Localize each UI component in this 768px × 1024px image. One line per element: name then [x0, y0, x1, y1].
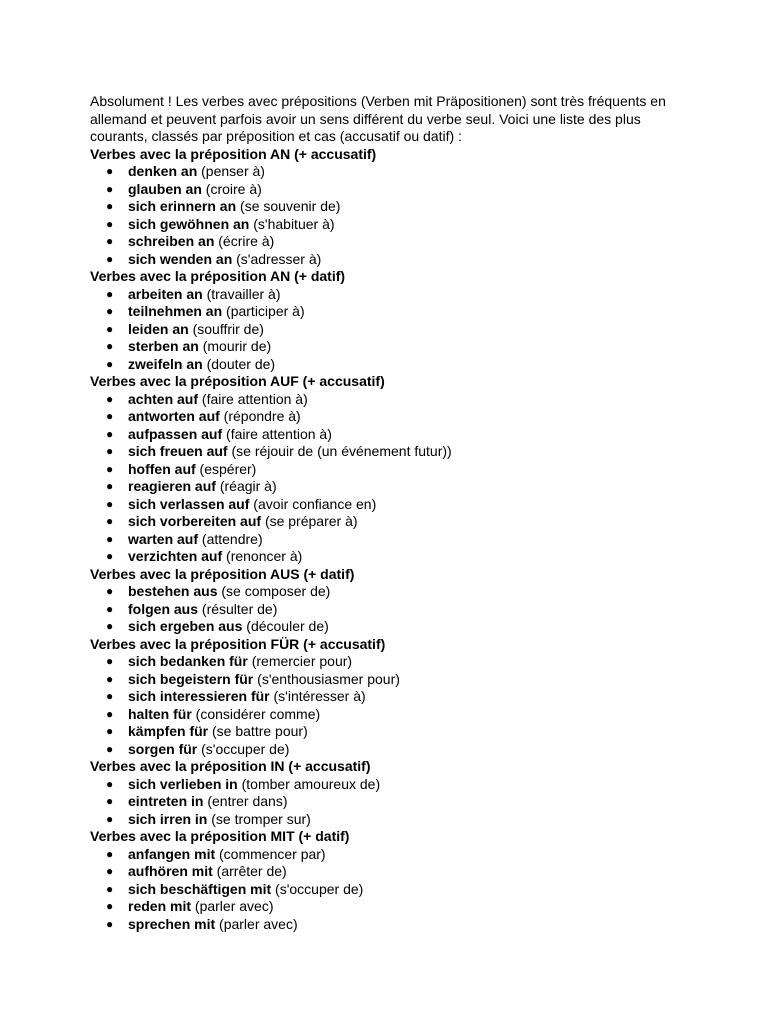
verb-list-item: [90, 723, 690, 741]
verb-term: leiden an: [128, 320, 189, 337]
verb-meaning: (arrêter de): [216, 863, 287, 879]
verb-list-item: [90, 706, 690, 724]
verb-meaning: (résulter de): [201, 600, 278, 617]
verb-list-item: [90, 461, 690, 479]
verb-meaning: (se souvenir de): [240, 198, 341, 214]
verb-term: aufpassen auf: [128, 425, 223, 442]
verb-list-item: [90, 356, 690, 374]
bullet-icon: ●: [106, 706, 114, 721]
verb-meaning: (participer à): [226, 303, 305, 319]
verb-meaning: (s'occuper de): [201, 740, 290, 757]
verb-term: sich verlieben in: [128, 775, 238, 792]
bullet-icon: ●: [106, 741, 114, 756]
verb-meaning: (espérer): [199, 460, 257, 477]
verb-meaning: (faire attention à): [201, 390, 308, 407]
verb-term: sich freuen auf: [128, 443, 228, 459]
verb-term: bestehen aus: [128, 583, 218, 599]
bullet-icon: ●: [106, 776, 114, 791]
section-heading: Verbes avec la préposition AUS (+ datif): [90, 565, 355, 582]
verb-list-item: [90, 478, 690, 496]
verb-meaning: (considérer comme): [195, 705, 321, 722]
bullet-icon: ●: [106, 689, 114, 703]
verb-list-item: [90, 653, 690, 671]
verb-meaning: (avoir confiance en): [253, 495, 377, 512]
verb-term: sprechen mit: [128, 915, 216, 932]
verb-term: antworten auf: [128, 408, 220, 424]
verb-term: zweifeln an: [128, 355, 203, 372]
verb-term: reden mit: [128, 898, 192, 914]
verb-term: glauben an: [128, 180, 202, 197]
verb-term: kämpfen für: [128, 723, 209, 739]
intro-paragraph: Absolument ! Les verbes avec prépositions (Verben mit Präpositionen) sont très fréquents en allemand et peuvent parfois avoir un sens différent du verbe seul. Voici une liste des plus courants, classés par préposition et cas (accusatif ou datif) :: [90, 93, 666, 144]
verb-list-item: [90, 426, 690, 444]
verb-list: [90, 583, 690, 636]
section-heading: Verbes avec la préposition IN (+ accusatif): [90, 758, 371, 774]
preposition-section: [90, 373, 690, 566]
verb-term: denken an: [128, 163, 198, 179]
verb-list-item: [90, 916, 690, 934]
verb-list-item: [90, 391, 690, 409]
bullet-icon: ●: [106, 584, 114, 598]
verb-meaning: (répondre à): [223, 408, 301, 424]
verb-list-item: [90, 321, 690, 339]
bullet-icon: ●: [106, 794, 114, 808]
verb-term: sich irren in: [128, 810, 208, 827]
bullet-icon: ●: [106, 654, 114, 668]
verb-list: [90, 391, 690, 566]
verb-meaning: (entrer dans): [207, 793, 288, 809]
verb-term: teilnehmen an: [128, 303, 223, 319]
verb-list-item: [90, 881, 690, 899]
verb-list-item: [90, 671, 690, 689]
bullet-icon: ●: [106, 811, 114, 826]
sections-container: [90, 146, 690, 934]
verb-meaning: (se battre pour): [212, 723, 308, 739]
verb-list-item: [90, 181, 690, 199]
verb-term: warten auf: [128, 530, 199, 547]
verb-meaning: (penser à): [201, 163, 265, 179]
verb-meaning: (remercier pour): [251, 653, 353, 669]
verb-meaning: (découler de): [246, 618, 329, 634]
verb-term: anfangen mit: [128, 845, 216, 862]
verb-term: sich vorbereiten auf: [128, 513, 262, 529]
verb-term: sich interessieren für: [128, 688, 270, 704]
bullet-icon: ●: [106, 531, 114, 546]
verb-list-item: [90, 688, 690, 706]
verb-meaning: (réagir à): [219, 478, 277, 494]
verb-term: sich gewöhnen an: [128, 215, 250, 232]
verb-list-item: [90, 233, 690, 251]
bullet-icon: ●: [106, 339, 114, 353]
bullet-icon: ●: [106, 496, 114, 511]
verb-list-item: [90, 601, 690, 619]
document-body: [90, 93, 690, 933]
verb-term: sorgen für: [128, 740, 198, 757]
verb-list: [90, 653, 690, 758]
verb-list-item: [90, 846, 690, 864]
verb-term: sich wenden an: [128, 250, 233, 267]
verb-meaning: (mourir de): [202, 338, 272, 354]
bullet-icon: ●: [106, 619, 114, 633]
preposition-section: [90, 566, 690, 636]
verb-term: hoffen auf: [128, 460, 196, 477]
verb-meaning: (souffrir de): [192, 320, 264, 337]
verb-list-item: [90, 443, 690, 461]
verb-list-item: [90, 863, 690, 881]
bullet-icon: ●: [106, 864, 114, 878]
verb-list-item: [90, 163, 690, 181]
verb-term: sterben an: [128, 338, 199, 354]
verb-list: [90, 286, 690, 374]
verb-term: achten auf: [128, 390, 199, 407]
verb-term: sich verlassen auf: [128, 495, 250, 512]
verb-term: sich begeistern für: [128, 670, 254, 687]
verb-list: [90, 163, 690, 268]
verb-meaning: (s'habituer à): [253, 215, 335, 232]
preposition-section: [90, 268, 690, 373]
verb-term: aufhören mit: [128, 863, 213, 879]
verb-meaning: (commencer par): [219, 845, 326, 862]
bullet-icon: ●: [106, 391, 114, 406]
verb-list-item: [90, 286, 690, 304]
verb-meaning: (s'adresser à): [236, 250, 322, 267]
verb-meaning: (se préparer à): [264, 513, 358, 529]
verb-term: folgen aus: [128, 600, 199, 617]
verb-list-item: [90, 338, 690, 356]
bullet-icon: ●: [106, 514, 114, 528]
verb-meaning: (croire à): [205, 180, 262, 197]
bullet-icon: ●: [106, 671, 114, 686]
section-heading: Verbes avec la préposition AUF (+ accusatif): [90, 373, 385, 389]
verb-term: sich ergeben aus: [128, 618, 243, 634]
verb-list-item: [90, 198, 690, 216]
bullet-icon: ●: [106, 251, 114, 266]
verb-list-item: [90, 216, 690, 234]
verb-list-item: [90, 793, 690, 811]
bullet-icon: ●: [106, 304, 114, 318]
verb-list-item: [90, 531, 690, 549]
verb-meaning: (parler avec): [219, 915, 298, 932]
verb-meaning: (renoncer à): [226, 548, 303, 564]
preposition-section: [90, 758, 690, 828]
verb-term: arbeiten an: [128, 285, 203, 302]
verb-list-item: [90, 548, 690, 566]
verb-term: sich erinnern an: [128, 198, 237, 214]
verb-meaning: (se réjouir de (un événement futur)): [231, 443, 452, 459]
verb-term: schreiben an: [128, 233, 215, 249]
verb-meaning: (tomber amoureux de): [241, 775, 381, 792]
section-heading: Verbes avec la préposition AN (+ accusatif): [90, 145, 377, 162]
verb-meaning: (faire attention à): [226, 425, 332, 442]
bullet-icon: ●: [106, 724, 114, 738]
verb-meaning: (douter de): [206, 355, 276, 372]
verb-meaning: (s'occuper de): [275, 880, 364, 897]
verb-meaning: (parler avec): [194, 898, 274, 914]
verb-list-item: [90, 776, 690, 794]
preposition-section: [90, 146, 690, 269]
bullet-icon: ●: [106, 286, 114, 301]
bullet-icon: ●: [106, 234, 114, 248]
verb-list-item: [90, 741, 690, 759]
verb-term: sich bedanken für: [128, 653, 248, 669]
bullet-icon: ●: [106, 181, 114, 196]
bullet-icon: ●: [106, 846, 114, 861]
bullet-icon: ●: [106, 409, 114, 423]
bullet-icon: ●: [106, 549, 114, 563]
bullet-icon: ●: [106, 479, 114, 493]
verb-list-item: [90, 618, 690, 636]
bullet-icon: ●: [106, 426, 114, 441]
bullet-icon: ●: [106, 199, 114, 213]
bullet-icon: ●: [106, 321, 114, 336]
bullet-icon: ●: [106, 216, 114, 231]
verb-meaning: (se composer de): [221, 583, 331, 599]
verb-list-item: [90, 496, 690, 514]
verb-list-item: [90, 303, 690, 321]
verb-list-item: [90, 898, 690, 916]
verb-meaning: (s'enthousiasmer pour): [257, 670, 400, 687]
bullet-icon: ●: [106, 601, 114, 616]
verb-meaning: (attendre): [201, 530, 263, 547]
verb-list-item: [90, 513, 690, 531]
verb-term: eintreten in: [128, 793, 204, 809]
verb-list-item: [90, 811, 690, 829]
verb-list-item: [90, 251, 690, 269]
preposition-section: [90, 828, 690, 933]
bullet-icon: ●: [106, 444, 114, 458]
verb-list: [90, 776, 690, 829]
verb-list-item: [90, 408, 690, 426]
bullet-icon: ●: [106, 916, 114, 931]
section-heading: Verbes avec la préposition AN (+ datif): [90, 268, 346, 284]
verb-meaning: (s'intéresser à): [273, 688, 366, 704]
bullet-icon: ●: [106, 356, 114, 371]
bullet-icon: ●: [106, 899, 114, 913]
section-heading: Verbes avec la préposition FÜR (+ accusatif): [90, 635, 386, 652]
verb-meaning: (se tromper sur): [211, 810, 311, 827]
preposition-section: [90, 636, 690, 759]
bullet-icon: ●: [106, 881, 114, 896]
verb-list: [90, 846, 690, 934]
bullet-icon: ●: [106, 461, 114, 476]
verb-term: reagieren auf: [128, 478, 216, 494]
verb-list-item: [90, 583, 690, 601]
verb-meaning: (écrire à): [218, 233, 275, 249]
verb-meaning: (travailler à): [206, 285, 281, 302]
section-heading: Verbes avec la préposition MIT (+ datif): [90, 828, 350, 844]
verb-term: halten für: [128, 705, 192, 722]
bullet-icon: ●: [106, 164, 114, 178]
verb-term: verzichten auf: [128, 548, 223, 564]
verb-term: sich beschäftigen mit: [128, 880, 272, 897]
